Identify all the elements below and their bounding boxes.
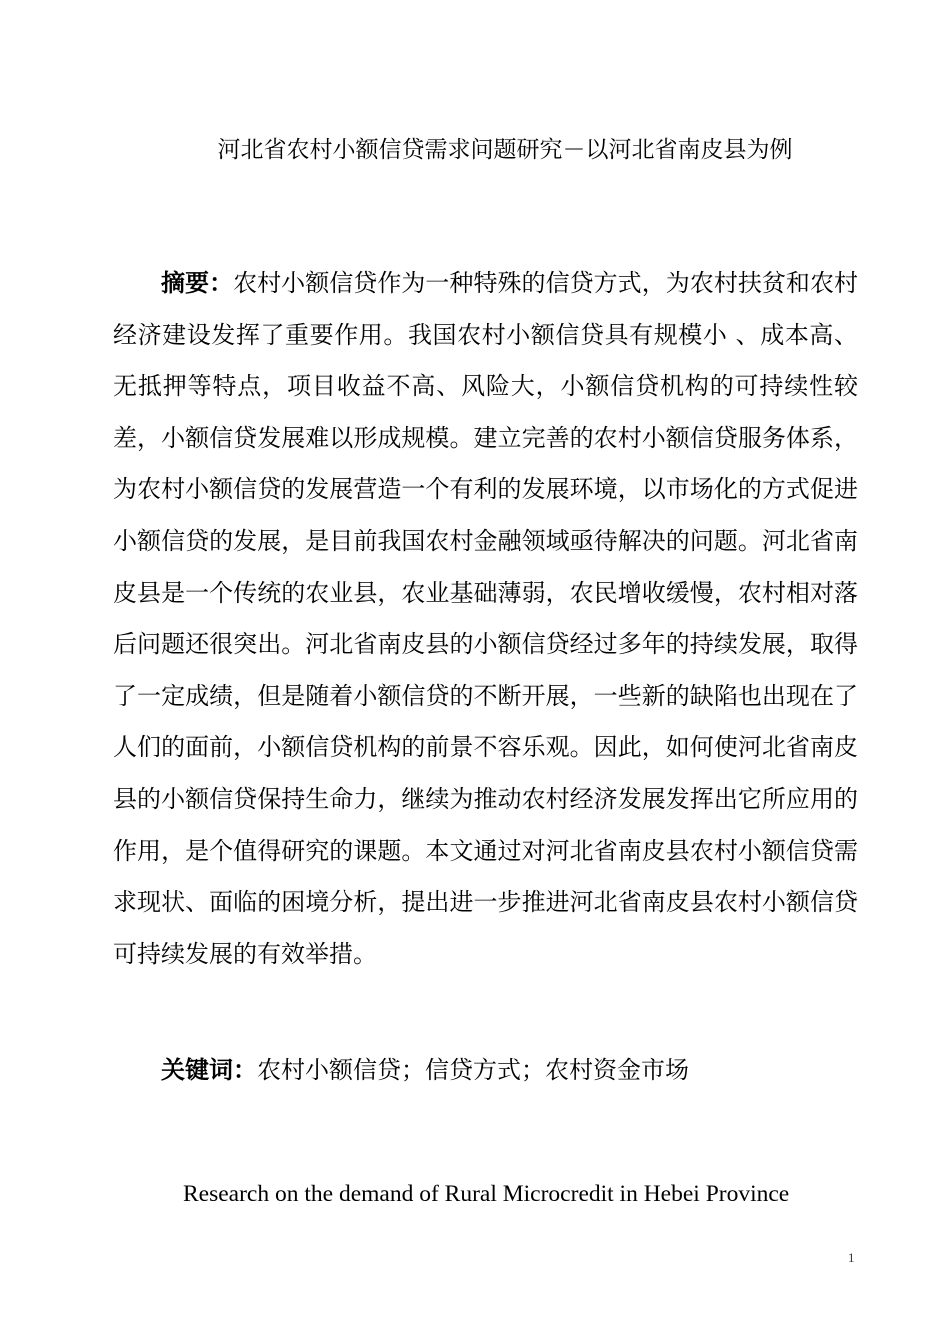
- abstract-paragraph: [113, 258, 858, 980]
- keywords-text: 农村小额信贷；信贷方式；农村资金市场: [257, 1056, 689, 1084]
- abstract-label: 摘要：: [161, 269, 234, 297]
- page-number: 1: [848, 1250, 855, 1265]
- abstract-text: 农村小额信贷作为一种特殊的信贷方式，为农村扶贫和农村经济建设发挥了重要作用。我国农村小额信贷具有规模小 、成本高、无抵押等特点，项目收益不高、风险大，小额信贷机构的可持续性较差，小额信贷发展难以形成规模。建立完善的农村小额信贷服务体系，为农村小额信贷的发展营造一个有利的发展环境，以市场化的方式促进小额信贷的发展，是目前我国农村金融领域亟待解决的问题。河北省南皮县是一个传统的农业县，农业基础薄弱，农民增收缓慢，农村相对落后问题还很突出。河北省南皮县的小额信贷经过多年的持续发展，取得了一定成绩，但是随着小额信贷的不断开展，一些新的缺陷也出现在了人们的面前，小额信贷机构的前景不容乐观。因此，如何使河北省南皮县的小额信贷保持生命力，继续为推动农村经济发展发挥出它所应用的作用，是个值得研究的课题。本文通过对河北省南皮县农村小额信贷需求现状、面临的困境分析，提出进一步推进河北省南皮县农村小额信贷可持续发展的有效举措。: [113, 269, 859, 968]
- page-title: 河北省农村小额信贷需求问题研究－以河北省南皮县为例: [217, 137, 793, 163]
- keywords-line: [161, 1048, 689, 1092]
- english-title: Research on the demand of Rural Microcredit in Hebei Province: [183, 1181, 790, 1207]
- keywords-label: 关键词：: [161, 1056, 257, 1084]
